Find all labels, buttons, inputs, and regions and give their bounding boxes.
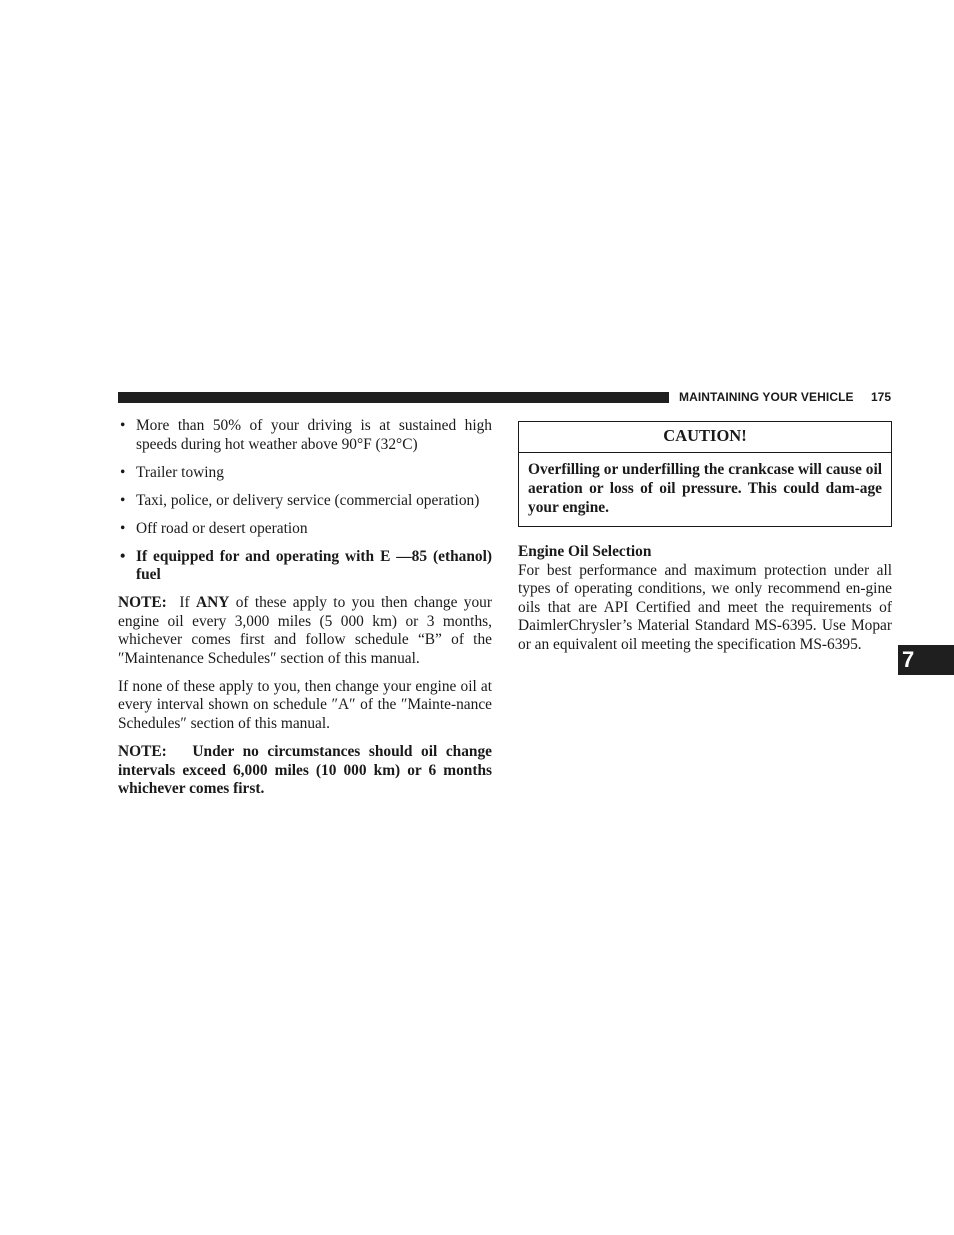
section-heading: Engine Oil Selection [518,543,652,560]
list-item: • Trailer towing [120,463,224,481]
list-item: • More than 50% of your driving is at sustained high speeds during hot weather above 90°F (32°C) [120,417,492,453]
caution-text: Overfilling or underfilling the crankcase will cause oil aeration or loss of oil pressure. This could dam-age your engine. [528,461,882,516]
body-paragraph: If none of these apply to you, then change your engine oil at every interval shown on schedule ″A″ of the ″Mainte-nance Schedules″ section of this manual. [118,677,492,733]
conditions-list [118,417,492,585]
right-column [518,421,892,655]
header-rule [118,392,669,403]
list-item: • Off road or desert operation [120,519,308,537]
note-label: NOTE: [118,594,167,612]
section-body: For best performance and maximum protection under all types of operating conditions, we only recommend en-gine oils that are API Certified and meet the requirements of DaimlerChrysler’s Material Standard MS-6395. Use Mopar or an equivalent oil meeting the specification MS-6395. [518,561,892,653]
caution-title: CAUTION! [519,422,891,453]
left-column [118,417,492,808]
list-item: • Taxi, police, or delivery service (commercial operation) [120,491,480,509]
list-item: • If equipped for and operating with E —85 (ethanol) fuel [120,547,492,584]
note-paragraph: NOTE: If ANY of these apply to you then change your engine oil every 3,000 miles (5 000 km) or 3 months, whichever comes first and follow schedule “B” of the ″Maintenance Schedules″ section of this manual. [118,594,492,667]
running-header-title: MAINTAINING YOUR VEHICLE [679,390,854,404]
page-number: 175 [871,390,892,404]
note-paragraph: NOTE: Under no circumstances should oil change intervals exceed 6,000 miles (10 000 km) or 6 months whichever comes first. [118,743,493,798]
chapter-tab: 7 [898,645,954,675]
caution-box [518,421,892,527]
emphasis-any: ANY [196,594,230,612]
note-label: NOTE: [118,743,167,761]
